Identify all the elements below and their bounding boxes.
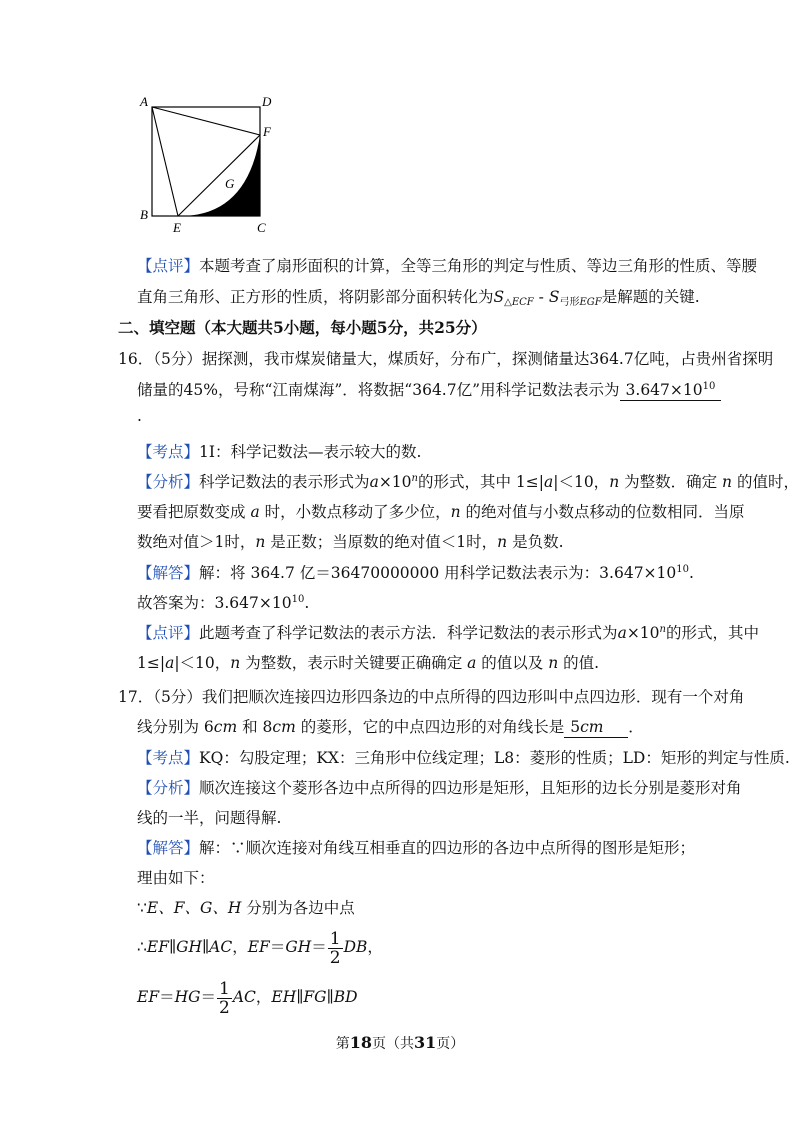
q17-line2: 线分别为 6cm 和 8cm 的菱形，它的中点四边形的对角线长是 5cm ． (137, 718, 644, 736)
kaodian-tag: 【考点】 (137, 749, 200, 767)
q16-fenxi-line1: 【分析】科学记数法的表示形式为$a\times 10^n$的形式，其中 1≤|a|＜10，n 为整数．确定 n 的值时， (137, 473, 799, 491)
jieda-tag: 【解答】 (137, 564, 200, 582)
fenxi-tag: 【分析】 (137, 779, 200, 797)
label-c: C (257, 220, 266, 235)
section-heading: 二、填空题（本大题共5小题，每小题5分，共25分） (118, 318, 487, 337)
dianping-tag: 【点评】 (137, 624, 200, 642)
q16-line3: . (137, 407, 142, 425)
label-a: A (140, 94, 148, 109)
label-e: E (173, 220, 181, 235)
shaded-region (185, 135, 260, 216)
geometry-figure (130, 88, 290, 240)
total-pages: 31 (414, 1033, 437, 1052)
segment-ae (152, 107, 178, 216)
review-tag: 【点评】 (137, 257, 200, 275)
q17-equation2: EF＝HG＝ $\frac{1}{2}$ AC，EH∥FG∥BD (137, 978, 358, 1018)
q17-answer: 5cm (564, 717, 628, 738)
square-diagram (130, 88, 290, 240)
segment-af (152, 107, 260, 135)
label-d: D (262, 94, 272, 109)
label-g: G (225, 176, 235, 191)
q16-fenxi-line3: 数绝对值＞1时，n 是正数；当原数的绝对值＜1时，n 是负数. (137, 533, 564, 551)
q17-fenxi-line2: 线的一半，问题得解. (137, 809, 282, 827)
current-page: 18 (349, 1033, 372, 1052)
label-b: B (140, 207, 148, 222)
review1-line1: 【点评】本题考查了扇形面积的计算，全等三角形的判定与性质、等边三角形的性质、等腰 (137, 257, 758, 275)
q16-jieda-line2: 故答案为：$3.647\times 10^{10}$. (137, 594, 310, 612)
jieda-tag: 【解答】 (137, 839, 200, 857)
q16-jieda-line1: 【解答】解：将 364.7 亿＝36470000000 用科学记数法表示为：$3.647\times 10^{10}$. (137, 564, 694, 582)
q16-line2: 储量的45%，号称“江南煤海”．将数据“364.7亿”用科学记数法表示为 $3.647\times 10^{10}$ (137, 378, 721, 402)
fraction-half: $\frac{1}{2}$ (329, 928, 341, 968)
fraction-half: $\frac{1}{2}$ (219, 978, 230, 1018)
q16-answer: $3.647\times 10^{10}$ (620, 380, 722, 401)
q17-kaodian: 【考点】KQ：勾股定理；KX：三角形中位线定理；L8：菱形的性质；LD：矩形的判定与性质. (137, 749, 790, 767)
q16-fenxi-line2: 要看把原数变成 a 时，小数点移动了多少位，n 的绝对值与小数点移动的位数相同．当原 (137, 503, 745, 521)
q17-jieda-line1: 【解答】解：∵顺次连接对角线互相垂直的四边形的各边中点所得的图形是矩形； (137, 839, 696, 857)
q17-fenxi-line1: 【分析】顺次连接这个菱形各边中点所得的四边形是矩形，且矩形的边长分别是菱形对角 (137, 779, 742, 797)
q17-line1: 17．（5分）我们把顺次连接四边形四条边的中点所得的四边形叫中点四边形．现有一个对角 (118, 688, 745, 706)
label-f: F (263, 124, 271, 139)
q17-jieda-line2: 理由如下： (137, 869, 215, 887)
q17-jieda-line3: ∵E、F、G、H 分别为各边中点 (137, 899, 355, 917)
q16-kaodian: 【考点】1I：科学记数法—表示较大的数. (137, 443, 422, 461)
q16-line1: 16．（5分）据探测，我市煤炭储量大，煤质好，分布广，探测储量达364.7亿吨，占贵州省探明 (118, 350, 774, 368)
q16-dianping-line1: 【点评】此题考查了科学记数法的表示方法．科学记数法的表示形式为$a\times 10^n$的形式，其中 (137, 624, 759, 642)
fenxi-tag: 【分析】 (137, 473, 200, 491)
q17-equation1: ∴EF∥GH∥AC，EF＝GH＝ $\frac{1}{2}$ DB， (137, 928, 383, 968)
review1-line2: 直角三角形、正方形的性质，将阴影部分面积转化为$S_{\triangle ECF} - S_{弓形EGF}$是解题的关键. (137, 288, 700, 308)
q16-dianping-line2: 1≤|a|＜10，n 为整数，表示时关键要正确确定 a 的值以及 n 的值. (137, 654, 600, 672)
page-footer: 第18页（共31页） (335, 1033, 465, 1052)
kaodian-tag: 【考点】 (137, 443, 200, 461)
